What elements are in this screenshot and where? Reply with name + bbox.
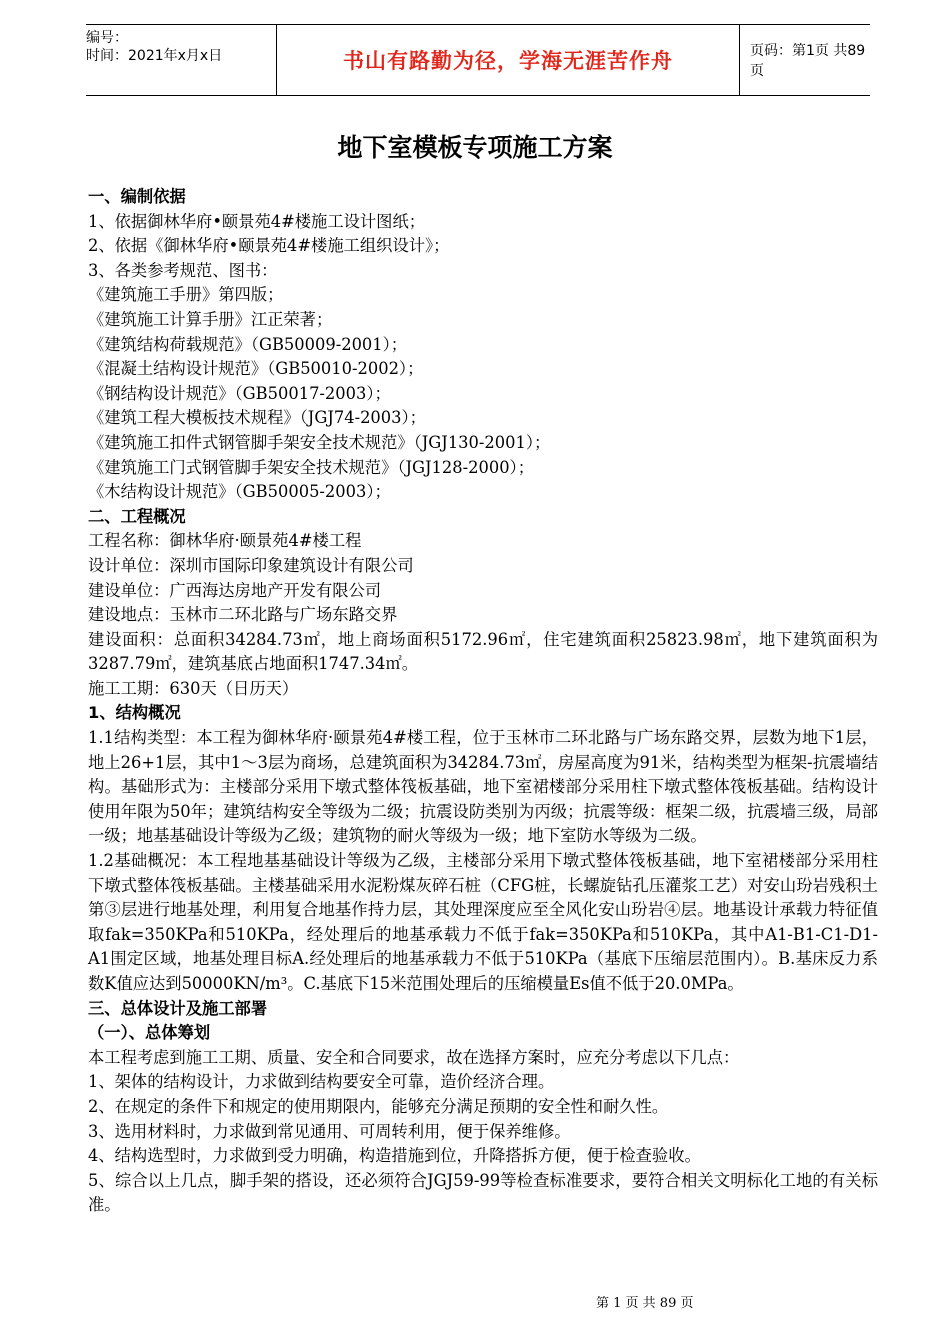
body-paragraph: 建设单位：广西海达房地产开发有限公司: [88, 580, 382, 600]
body-paragraph: 《建筑工程大模板技术规程》（JGJ74-2003）；: [88, 408, 426, 428]
header-motto-cell: [276, 25, 740, 95]
body-paragraph: 《混凝土结构设计规范》（GB50010-2002）；: [88, 359, 424, 379]
page-footer: 第 1 页 共 89 页: [596, 1296, 694, 1311]
body-paragraph: 工程名称：御林华府·颐景苑4#楼工程: [88, 531, 362, 551]
section-heading: 二、工程概况: [88, 506, 186, 526]
body-paragraph: 2、依据《御林华府•颐景苑4#楼施工组织设计》；: [88, 236, 450, 256]
body-paragraph: 2、在规定的条件下和规定的使用期限内，能够充分满足预期的安全性和耐久性。: [88, 1096, 669, 1116]
body-paragraph: 5、综合以上几点，脚手架的搭设，还必须符合JGJ59-99等检查标准要求，要符合相关文明标化工地的有关标准。: [88, 1170, 878, 1215]
document-time-label: 时间：2021年x月x日: [86, 48, 223, 64]
section-heading: 三、总体设计及施工部署: [88, 998, 268, 1018]
document-title: 地下室模板专项施工方案: [337, 133, 613, 162]
body-paragraph: 《建筑施工手册》第四版；: [88, 285, 284, 305]
body-paragraph: 《建筑施工门式钢管脚手架安全技术规范》（JGJ128-2000）；: [88, 457, 534, 477]
document-number-label: 编号：: [86, 30, 128, 46]
body-paragraph: 建设面积：总面积34284.73㎡，地上商场面积5172.96㎡，住宅建筑面积25823.98㎡，地下建筑面积为3287.79㎡，建筑基底占地面积1747.34㎡。: [88, 629, 878, 674]
document-body: [88, 185, 878, 1218]
body-paragraph: 3、各类参考规范、图书：: [88, 260, 278, 280]
body-paragraph: 4、结构选型时，力求做到受力明确，构造措施到位，升降搭拆方便，便于检查验收。: [88, 1146, 701, 1166]
page-header: [86, 24, 870, 96]
body-paragraph: 《木结构设计规范》（GB50005-2003）；: [88, 482, 391, 502]
body-paragraph: 建设地点：玉林市二环北路与广场东路交界: [88, 605, 398, 625]
body-paragraph: 1.2基础概况：本工程地基基础设计等级为乙级，主楼部分采用下墩式整体筏板基础，地下室裙楼部分采用柱下墩式整体筏板基础。主楼基础采用水泥粉煤灰碎石桩（CFG桩，长螺旋钻孔压灌浆工艺）对安山玢岩残积土第③层进行地基处理，利用复合地基作持力层，其处理深度应至全风化安山玢岩④层。地基设计承载力特征值取fak=350KPa和510KPa，经处理后的地基承载力不低于fak=350KPa和510KPa，其中A1-B1-C1-D1-A1围定区域，地基处理目标A.经处理后的地基承载力不低于510KPa（基底下压缩层范围内）。B.基床反力系数K值应达到50000KN/m³。C.基底下15米范围处理后的压缩模量Es值不低于20.0MPa。: [88, 851, 878, 993]
body-paragraph: 本工程考虑到施工工期、质量、安全和合同要求，故在选择方案时，应充分考虑以下几点：: [88, 1047, 740, 1067]
body-paragraph: 《钢结构设计规范》（GB50017-2003）；: [88, 383, 391, 403]
body-paragraph: 1、架体的结构设计，力求做到结构要安全可靠，造价经济合理。: [88, 1072, 555, 1092]
header-page-info: 页码：第1页 共89页: [750, 43, 866, 79]
section-heading: （一）、总体筹划: [88, 1023, 211, 1043]
body-paragraph: 施工工期：630天（日历天）: [88, 678, 299, 698]
header-meta: [86, 25, 274, 99]
body-paragraph: 《建筑施工扣件式钢管脚手架安全技术规范》（JGJ130-2001）；: [88, 432, 551, 452]
body-paragraph: 1.1结构类型：本工程为御林华府·颐景苑4#楼工程，位于玉林市二环北路与广场东路交界，层数为地下1层，地上26+1层，其中1～3层为商场，总建筑面积为34284.73㎡，房屋高度为91米，结构类型为框架-抗震墙结构。基础形式为：主楼部分采用下墩式整体筏板基础，地下室裙楼部分采用柱下墩式整体筏板基础。结构设计使用年限为50年；建筑结构安全等级为二级；抗震设防类别为丙级；抗震等级：框架二级，抗震墙三级，局部一级；地基基础设计等级为乙级；建筑物的耐火等级为一级；地下室防水等级为二级。: [88, 728, 878, 846]
body-paragraph: 3、选用材料时，力求做到常见通用、可周转利用，便于保养维修。: [88, 1121, 571, 1141]
body-paragraph: 设计单位：深圳市国际印象建筑设计有限公司: [88, 555, 414, 575]
body-paragraph: 1、依据御林华府•颐景苑4#楼施工设计图纸；: [88, 211, 426, 231]
body-paragraph: 《建筑结构荷载规范》（GB50009-2001）；: [88, 334, 408, 354]
section-heading: 一、编制依据: [88, 187, 186, 206]
section-heading: 1、结构概况: [88, 703, 181, 723]
header-motto: 书山有路勤为径，学海无涯苦作舟: [343, 49, 673, 73]
body-paragraph: 《建筑施工计算手册》江正荣著；: [88, 309, 333, 329]
